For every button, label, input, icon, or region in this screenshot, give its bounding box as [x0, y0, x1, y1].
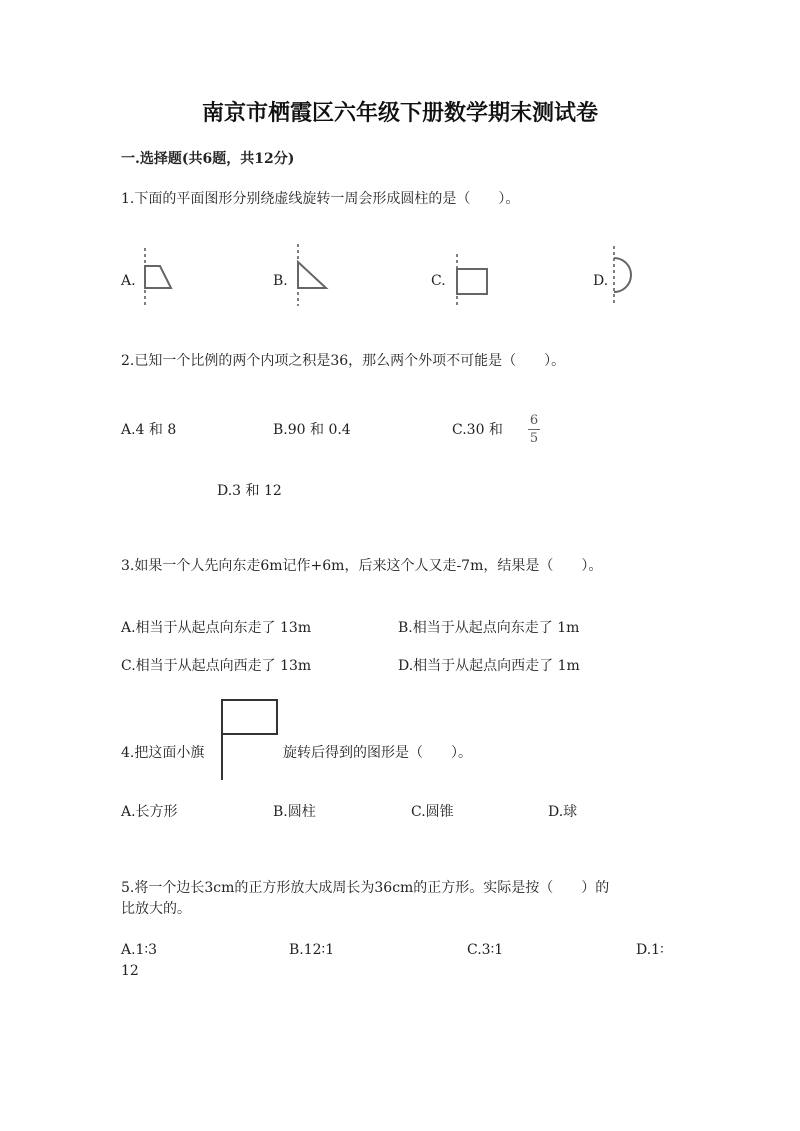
- q4-option-d: D.球: [548, 804, 578, 820]
- question-4-stem-after: 旋转后得到的图形是（ ）。: [283, 745, 472, 761]
- q5-option-a: A.1∶3: [121, 942, 158, 958]
- q2-option-c: C.30 和: [452, 422, 503, 438]
- rectangle-shape: [457, 269, 487, 294]
- q5-option-d: D.1∶: [636, 942, 664, 958]
- q2-fraction-denominator: 5: [529, 431, 539, 446]
- q1-option-b-label: B.: [273, 273, 288, 289]
- page-title: 南京市栖霞区六年级下册数学期末测试卷: [201, 100, 598, 126]
- trapezoid-shape: [145, 266, 171, 288]
- q4-option-c: C.圆锥: [411, 804, 454, 820]
- q1-option-d-label: D.: [593, 273, 609, 289]
- q2-fraction-numerator: 6: [529, 413, 539, 428]
- q1-triangle-figure: [293, 242, 333, 308]
- q2-option-b: B.90 和 0.4: [273, 422, 351, 438]
- q4-option-a: A.长方形: [121, 804, 178, 820]
- q1-rectangle-figure: [453, 252, 493, 308]
- question-5-stem-line2: 比放大的。: [121, 901, 191, 917]
- question-2-stem: 2.已知一个比例的两个内项之积是36，那么两个外项不可能是（ ）。: [121, 353, 566, 369]
- q4-option-b: B.圆柱: [273, 804, 316, 820]
- q3-option-d: D.相当于从起点向西走了 1m: [398, 658, 580, 674]
- triangle-shape: [298, 262, 326, 288]
- question-5-stem-line1: 5.将一个边长3cm的正方形放大成周长为36cm的正方形。实际是按（ ）的: [121, 880, 610, 896]
- q4-flag-figure: [220, 698, 280, 782]
- q3-option-b: B.相当于从起点向东走了 1m: [398, 620, 580, 636]
- q3-option-a: A.相当于从起点向东走了 13m: [121, 620, 312, 636]
- q5-option-b: B.12∶1: [289, 942, 335, 958]
- q1-trapezoid-figure: [140, 246, 180, 308]
- q1-option-c-label: C.: [431, 273, 446, 289]
- question-4-stem-before: 4.把这面小旗: [121, 745, 205, 761]
- q5-option-c: C.3∶1: [467, 942, 504, 958]
- flag-rectangle: [222, 700, 277, 734]
- section-heading: 一.选择题(共6题，共12分): [121, 151, 295, 167]
- q1-semicircle-figure: [609, 244, 639, 308]
- semicircle-shape: [614, 258, 631, 292]
- q2-fraction-bar: [528, 429, 540, 430]
- q2-option-a: A.4 和 8: [121, 422, 177, 438]
- question-3-stem: 3.如果一个人先向东走6m记作+6m，后来这个人又走-7m，结果是（ ）。: [121, 558, 603, 574]
- question-1-stem: 1.下面的平面图形分别绕虚线旋转一周会形成圆柱的是（ ）。: [121, 191, 520, 207]
- q3-option-c: C.相当于从起点向西走了 13m: [121, 658, 312, 674]
- q5-option-d-wrap: 12: [121, 963, 139, 979]
- q2-option-d: D.3 和 12: [217, 483, 282, 499]
- q1-option-a-label: A.: [121, 273, 136, 289]
